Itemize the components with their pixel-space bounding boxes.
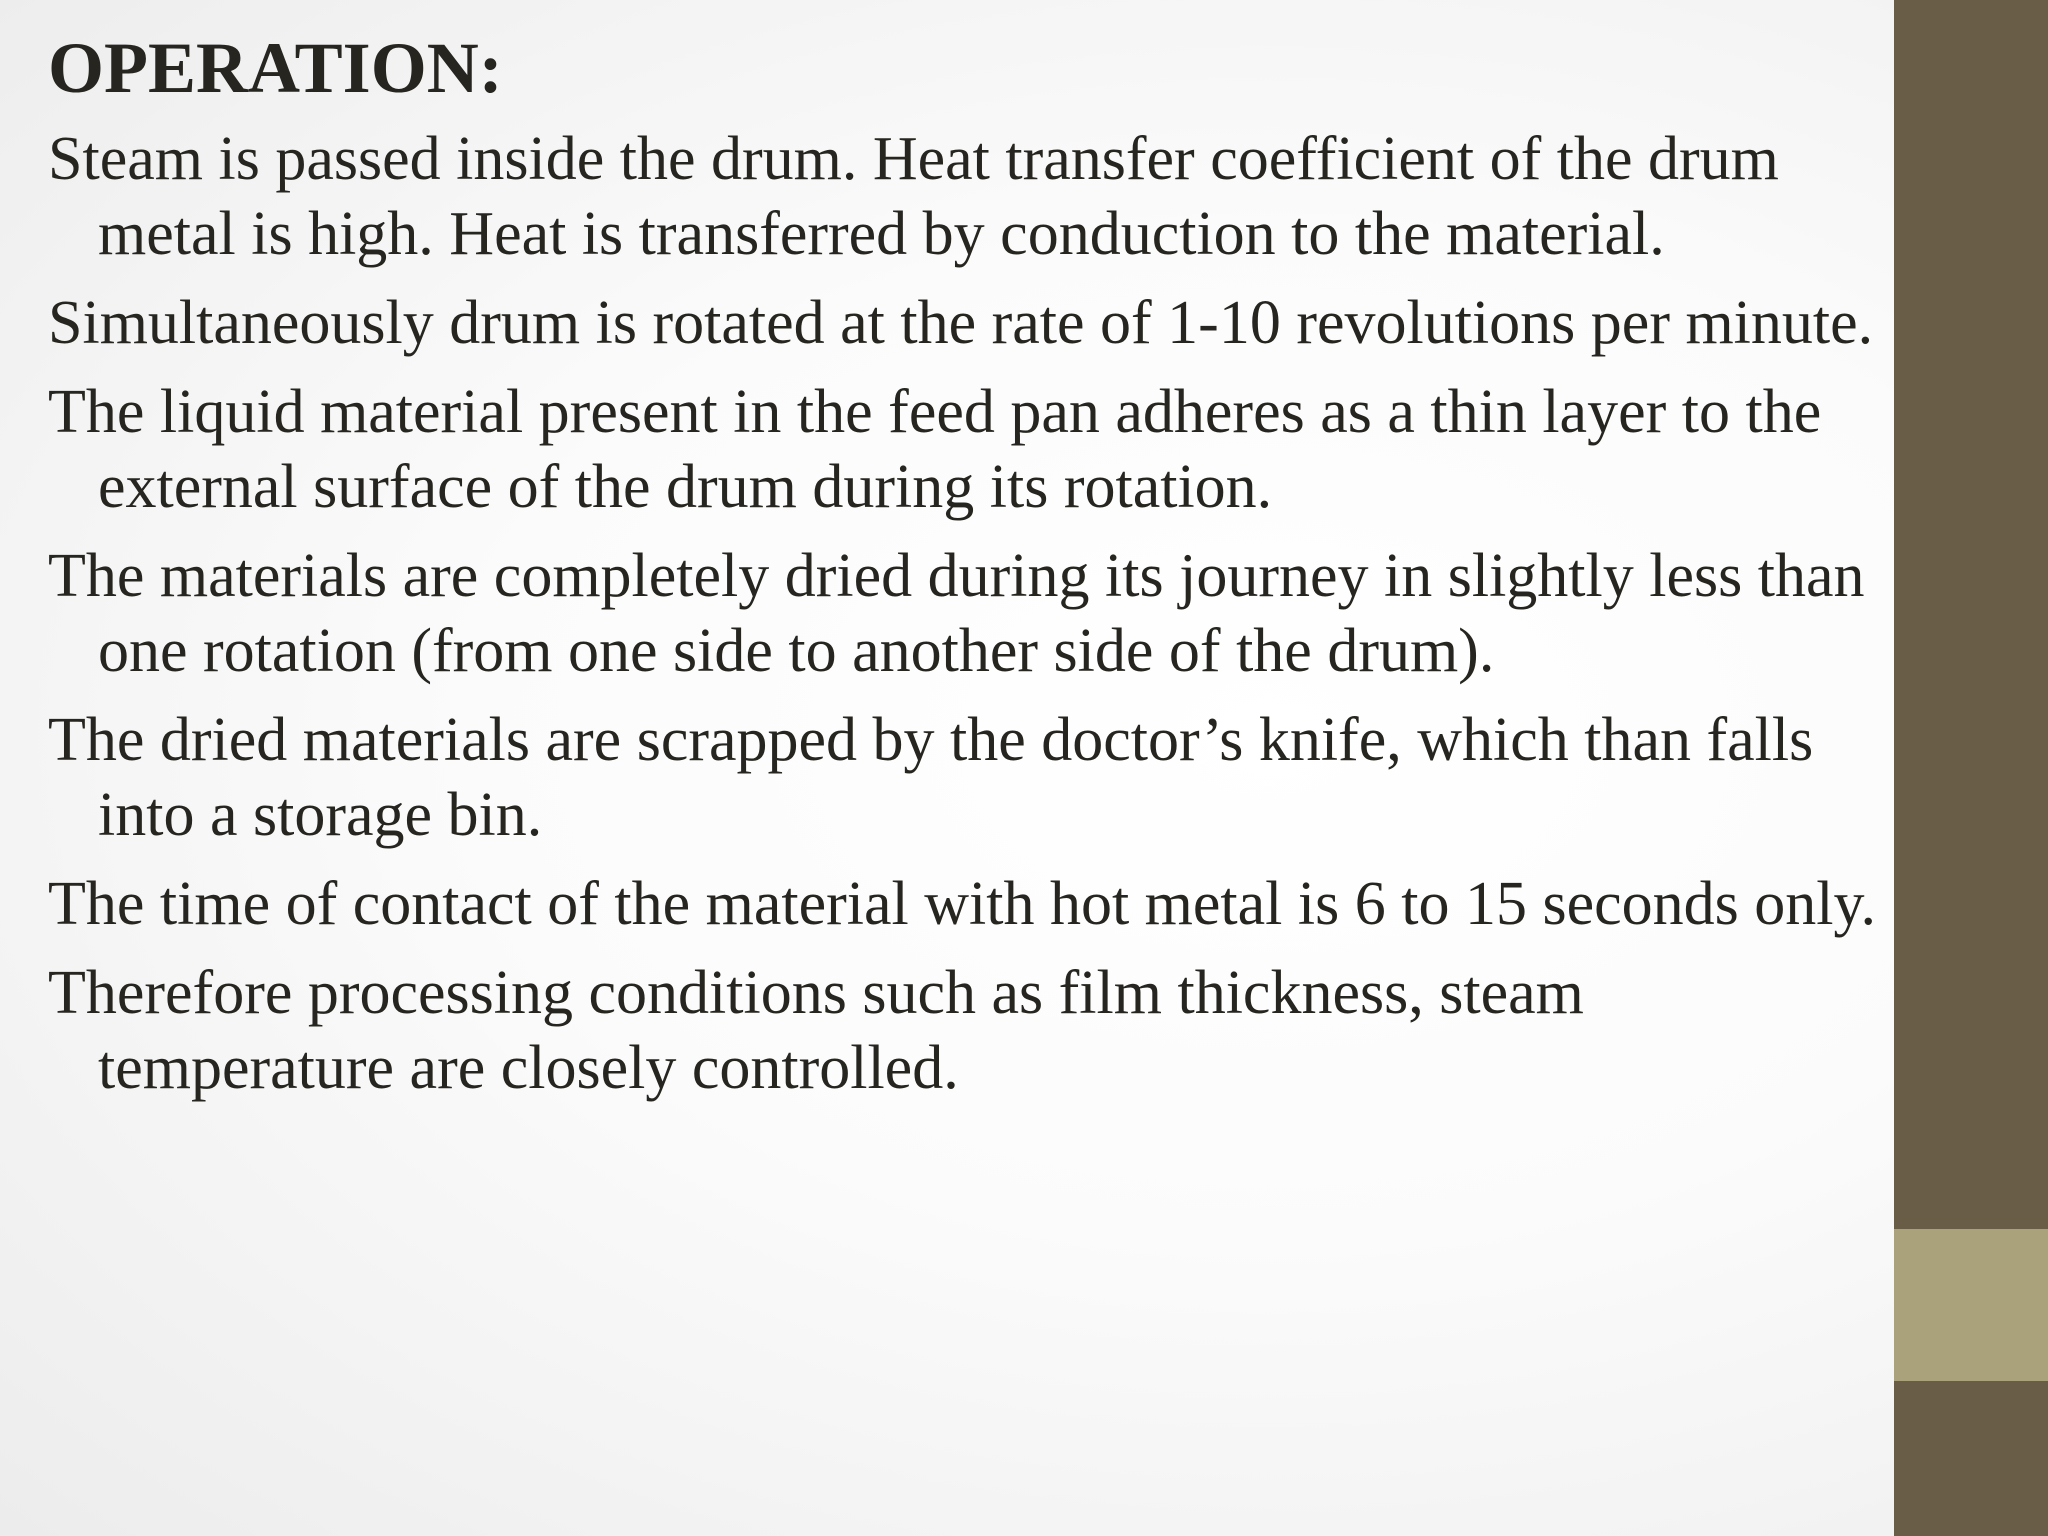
bullet-item: The materials are completely dried during its journey in slightly less than one rotation (from one side to another side of the drum). <box>48 542 1865 685</box>
slide-title: OPERATION: <box>48 28 503 108</box>
slide-content <box>48 22 1878 1120</box>
bullet-item: The dried materials are scrapped by the doctor’s knife, which than falls into a storage bin. <box>48 706 1814 849</box>
bullet-item: The time of contact of the material with hot metal is 6 to 15 seconds only. <box>48 870 1876 938</box>
bullet-item: Simultaneously drum is rotated at the rate of 1-10 revolutions per minute. <box>48 289 1874 357</box>
bullet-item: Steam is passed inside the drum. Heat transfer coefficient of the drum metal is high. Heat is transferred by conduction to the material. <box>48 125 1779 268</box>
bullet-list <box>48 122 1878 1106</box>
side-accent-block <box>1894 1229 2048 1381</box>
bullet-item: The liquid material present in the feed pan adheres as a thin layer to the external surface of the drum during its rotation. <box>48 378 1822 521</box>
bullet-item: Therefore processing conditions such as film thickness, steam temperature are closely controlled. <box>48 959 1584 1102</box>
